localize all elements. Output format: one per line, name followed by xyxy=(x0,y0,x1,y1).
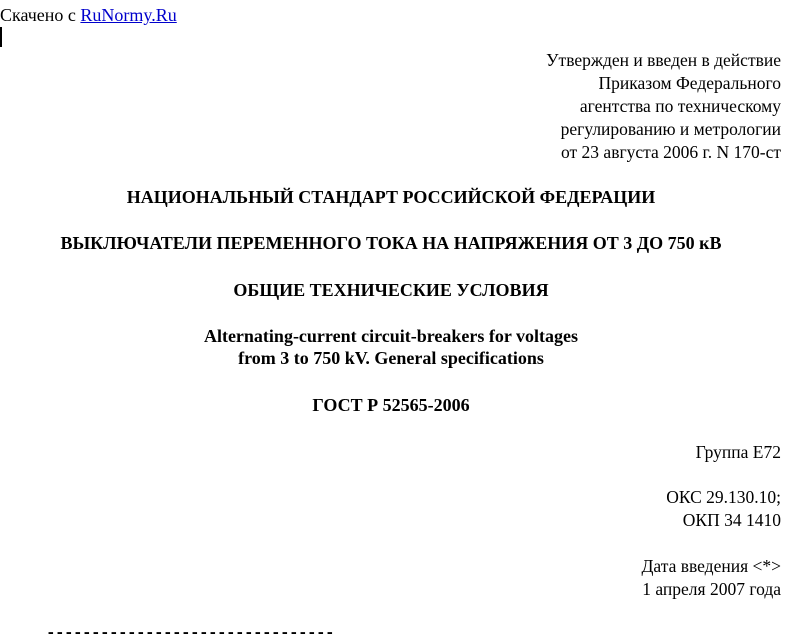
approval-block xyxy=(546,49,781,164)
source-prefix: Скачено с xyxy=(0,5,81,25)
group-code: Группа Е72 xyxy=(695,442,781,462)
approval-line-5: от 23 августа 2006 г. N 170-ст xyxy=(561,142,781,162)
approval-line-4: регулированию и метрологии xyxy=(560,119,781,139)
approval-line-3: агентства по техническому xyxy=(579,96,781,116)
standard-subject-title: ВЫКЛЮЧАТЕЛИ ПЕРЕМЕННОГО ТОКА НА НАПРЯЖЕНИЯ ОТ 3 ДО 750 кВ xyxy=(60,233,722,253)
text-cursor xyxy=(0,27,2,47)
gost-number: ГОСТ Р 52565-2006 xyxy=(312,395,470,415)
approval-line-1: Утвержден и введен в действие xyxy=(546,50,781,70)
classification-codes xyxy=(666,486,781,532)
english-title xyxy=(0,325,782,369)
english-title-line-2: from 3 to 750 kV. General specifications xyxy=(238,348,544,368)
approval-line-2: Приказом Федерального xyxy=(598,73,781,93)
footnote-separator: -------------------------------- xyxy=(46,624,335,642)
english-title-line-1: Alternating-current circuit-breakers for voltages xyxy=(203,326,579,346)
source-line xyxy=(0,4,177,26)
okp-code: ОКП 34 1410 xyxy=(682,510,781,530)
oks-code: ОКС 29.130.10; xyxy=(666,487,781,507)
introduction-date-label: Дата введения <*> xyxy=(641,556,781,576)
national-standard-heading: НАЦИОНАЛЬНЫЙ СТАНДАРТ РОССИЙСКОЙ ФЕДЕРАЦИИ xyxy=(126,187,656,207)
standard-subtitle: ОБЩИЕ ТЕХНИЧЕСКИЕ УСЛОВИЯ xyxy=(233,280,549,300)
runormy-link[interactable]: RuNormy.Ru xyxy=(80,5,177,25)
introduction-date-block xyxy=(641,555,781,601)
introduction-date-value: 1 апреля 2007 года xyxy=(642,579,781,599)
